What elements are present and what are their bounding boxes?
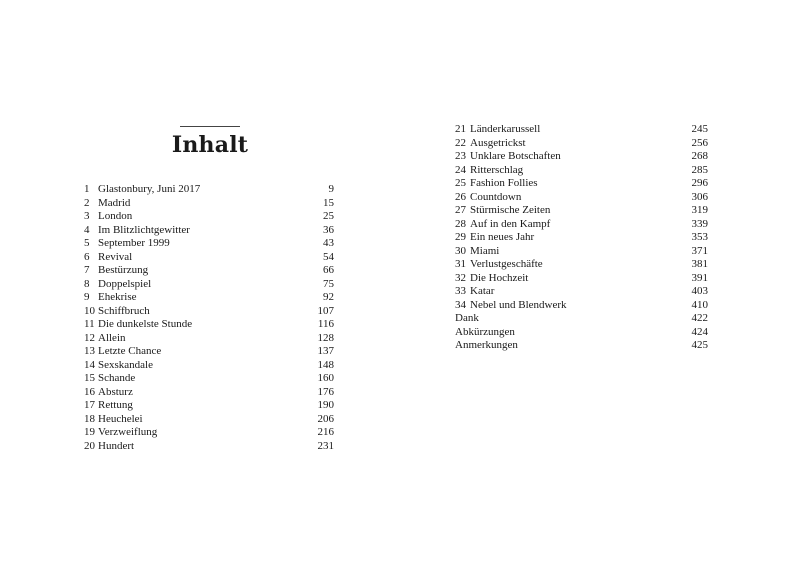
chapter-title: Verzweiflung	[98, 426, 158, 438]
page-number: 231	[317, 439, 334, 452]
chapter-title: Sexskandale	[98, 358, 153, 371]
chapter-number: 33	[455, 285, 466, 297]
toc-entry	[455, 177, 708, 191]
page-number: 116	[317, 318, 334, 330]
chapter-number: 6	[84, 250, 90, 263]
page-number: 268	[691, 150, 708, 162]
toc-entry	[84, 332, 334, 346]
page-number: 190	[317, 399, 334, 411]
chapter-title: Allein	[98, 331, 126, 344]
chapter-title: Die Hochzeit	[470, 271, 529, 284]
page-number: 160	[317, 372, 334, 384]
page-number: 128	[317, 331, 334, 344]
chapter-title: Glastonbury, Juni 2017	[98, 183, 201, 195]
page-number: 339	[691, 217, 708, 230]
chapter-number: 9	[84, 291, 90, 303]
chapter-title: Revival	[98, 250, 133, 263]
chapter-number: 25	[455, 177, 466, 189]
toc-entry	[84, 237, 334, 251]
page-number: 391	[691, 271, 708, 284]
chapter-title: Im Blitzlichtgewitter	[98, 223, 190, 236]
chapter-title: Unklare Botschaften	[470, 150, 561, 162]
chapter-title: Bestürzung	[98, 264, 149, 276]
toc-entry	[84, 318, 334, 332]
chapter-title: Die dunkelste Stunde	[98, 318, 193, 330]
toc-entry	[455, 231, 708, 245]
toc-entry	[455, 339, 708, 353]
page-number: 107	[317, 304, 334, 317]
chapter-number: 18	[84, 412, 95, 425]
toc-entry	[455, 299, 708, 313]
chapter-title: Letzte Chance	[98, 345, 162, 357]
chapter-title: Ritterschlag	[470, 163, 524, 176]
chapter-title: Stürmische Zeiten	[470, 204, 551, 216]
chapter-title: Rettung	[98, 399, 133, 411]
page-number: 206	[317, 412, 334, 425]
chapter-title: London	[98, 210, 133, 222]
toc-entry	[84, 251, 334, 265]
page-number: 422	[691, 312, 708, 324]
chapter-number: 29	[455, 231, 466, 243]
toc-entry	[455, 326, 708, 340]
chapter-number: 31	[455, 258, 466, 270]
page-number: 353	[691, 231, 708, 243]
toc-entry	[84, 399, 334, 413]
chapter-number: 22	[455, 136, 466, 149]
chapter-number: 5	[84, 237, 90, 249]
toc-entry	[84, 426, 334, 440]
page-number: 256	[691, 136, 708, 149]
page-number: 381	[691, 258, 708, 270]
toc-entry	[455, 272, 708, 286]
chapter-title: Absturz	[98, 385, 133, 398]
toc-entry	[84, 359, 334, 373]
chapter-number: 13	[84, 345, 95, 357]
chapter-number: 27	[455, 204, 466, 216]
page-number: 245	[691, 123, 708, 135]
chapter-title: Schiffbruch	[98, 304, 150, 317]
chapter-title: September 1999	[98, 237, 170, 249]
chapter-number: 11	[84, 318, 95, 330]
chapter-title: Nebel und Blendwerk	[470, 298, 567, 311]
chapter-number: 7	[84, 264, 90, 276]
page-number: 403	[691, 285, 708, 297]
chapter-number: 30	[455, 244, 466, 257]
chapter-title: Dank	[455, 312, 479, 324]
chapter-title: Länderkarussell	[470, 123, 541, 135]
page-number: 9	[328, 183, 334, 195]
chapter-number: 32	[455, 271, 466, 284]
chapter-number: 23	[455, 150, 466, 162]
chapter-title: Hundert	[98, 439, 135, 452]
chapter-title: Abkürzungen	[455, 325, 515, 338]
title-rule	[180, 126, 240, 127]
page-number: 424	[691, 325, 708, 338]
chapter-title: Miami	[470, 244, 500, 257]
toc-left-column	[84, 183, 334, 453]
toc-entry	[455, 312, 708, 326]
chapter-number: 20	[84, 439, 95, 452]
chapter-number: 10	[84, 304, 95, 317]
chapter-number: 1	[84, 183, 90, 195]
page-number: 216	[317, 426, 334, 438]
page-number: 176	[317, 385, 334, 398]
chapter-title: Ehekrise	[98, 291, 137, 303]
chapter-title: Auf in den Kampf	[470, 217, 551, 230]
chapter-title: Katar	[470, 285, 495, 297]
chapter-number: 2	[84, 196, 90, 209]
chapter-number: 17	[84, 399, 95, 411]
page-number: 137	[317, 345, 334, 357]
chapter-number: 12	[84, 331, 95, 344]
page-number: 92	[323, 291, 334, 303]
toc-right-column	[455, 123, 708, 353]
chapter-number: 16	[84, 385, 95, 398]
toc-entry	[84, 264, 334, 278]
toc-entry	[84, 291, 334, 305]
chapter-title: Doppelspiel	[98, 277, 152, 290]
toc-entry	[455, 285, 708, 299]
toc-entry	[84, 440, 334, 454]
page-number: 306	[691, 190, 708, 203]
chapter-title: Fashion Follies	[470, 177, 538, 189]
toc-entry	[84, 183, 334, 197]
toc-entry	[455, 164, 708, 178]
chapter-title: Verlustgeschäfte	[470, 258, 543, 270]
page-number: 15	[323, 196, 334, 209]
chapter-title: Schande	[98, 372, 136, 384]
toc-entry	[455, 150, 708, 164]
toc-entry	[455, 137, 708, 151]
toc-entry	[455, 123, 708, 137]
chapter-number: 21	[455, 123, 466, 135]
toc-entry	[84, 413, 334, 427]
toc-entry	[84, 210, 334, 224]
chapter-title: Ausgetrickst	[470, 136, 526, 149]
page-number: 285	[691, 163, 708, 176]
chapter-title: Heuchelei	[98, 412, 143, 425]
toc-entry	[455, 204, 708, 218]
chapter-number: 15	[84, 372, 95, 384]
toc-entry	[84, 278, 334, 292]
page-number: 25	[323, 210, 334, 222]
toc-entry	[455, 191, 708, 205]
toc-entry	[455, 245, 708, 259]
page-number: 66	[323, 264, 334, 276]
page-number: 410	[691, 298, 708, 311]
page-number: 425	[691, 339, 708, 351]
page-number: 54	[323, 250, 334, 263]
chapter-title: Ein neues Jahr	[470, 231, 535, 243]
page-number: 371	[691, 244, 708, 257]
chapter-number: 24	[455, 163, 466, 176]
chapter-title: Madrid	[98, 196, 131, 209]
toc-entry	[84, 305, 334, 319]
toc-entry	[84, 386, 334, 400]
page-number: 75	[323, 277, 334, 290]
chapter-number: 14	[84, 358, 95, 371]
chapter-number: 8	[84, 277, 90, 290]
page-number: 296	[691, 177, 708, 189]
chapter-title: Countdown	[470, 190, 522, 203]
toc-entry	[84, 345, 334, 359]
chapter-number: 34	[455, 298, 466, 311]
page-number: 43	[323, 237, 334, 249]
toc-entry	[84, 224, 334, 238]
toc-entry	[84, 372, 334, 386]
chapter-number: 19	[84, 426, 95, 438]
toc-entry	[84, 197, 334, 211]
page-number: 148	[317, 358, 334, 371]
chapter-number: 28	[455, 217, 466, 230]
chapter-title: Anmerkungen	[455, 339, 518, 351]
chapter-number: 3	[84, 210, 90, 222]
page-title: Inhalt	[171, 132, 249, 158]
page-number: 36	[323, 223, 334, 236]
chapter-number: 4	[84, 223, 90, 236]
toc-entry	[455, 258, 708, 272]
chapter-number: 26	[455, 190, 466, 203]
page-number: 319	[691, 204, 708, 216]
toc-entry	[455, 218, 708, 232]
